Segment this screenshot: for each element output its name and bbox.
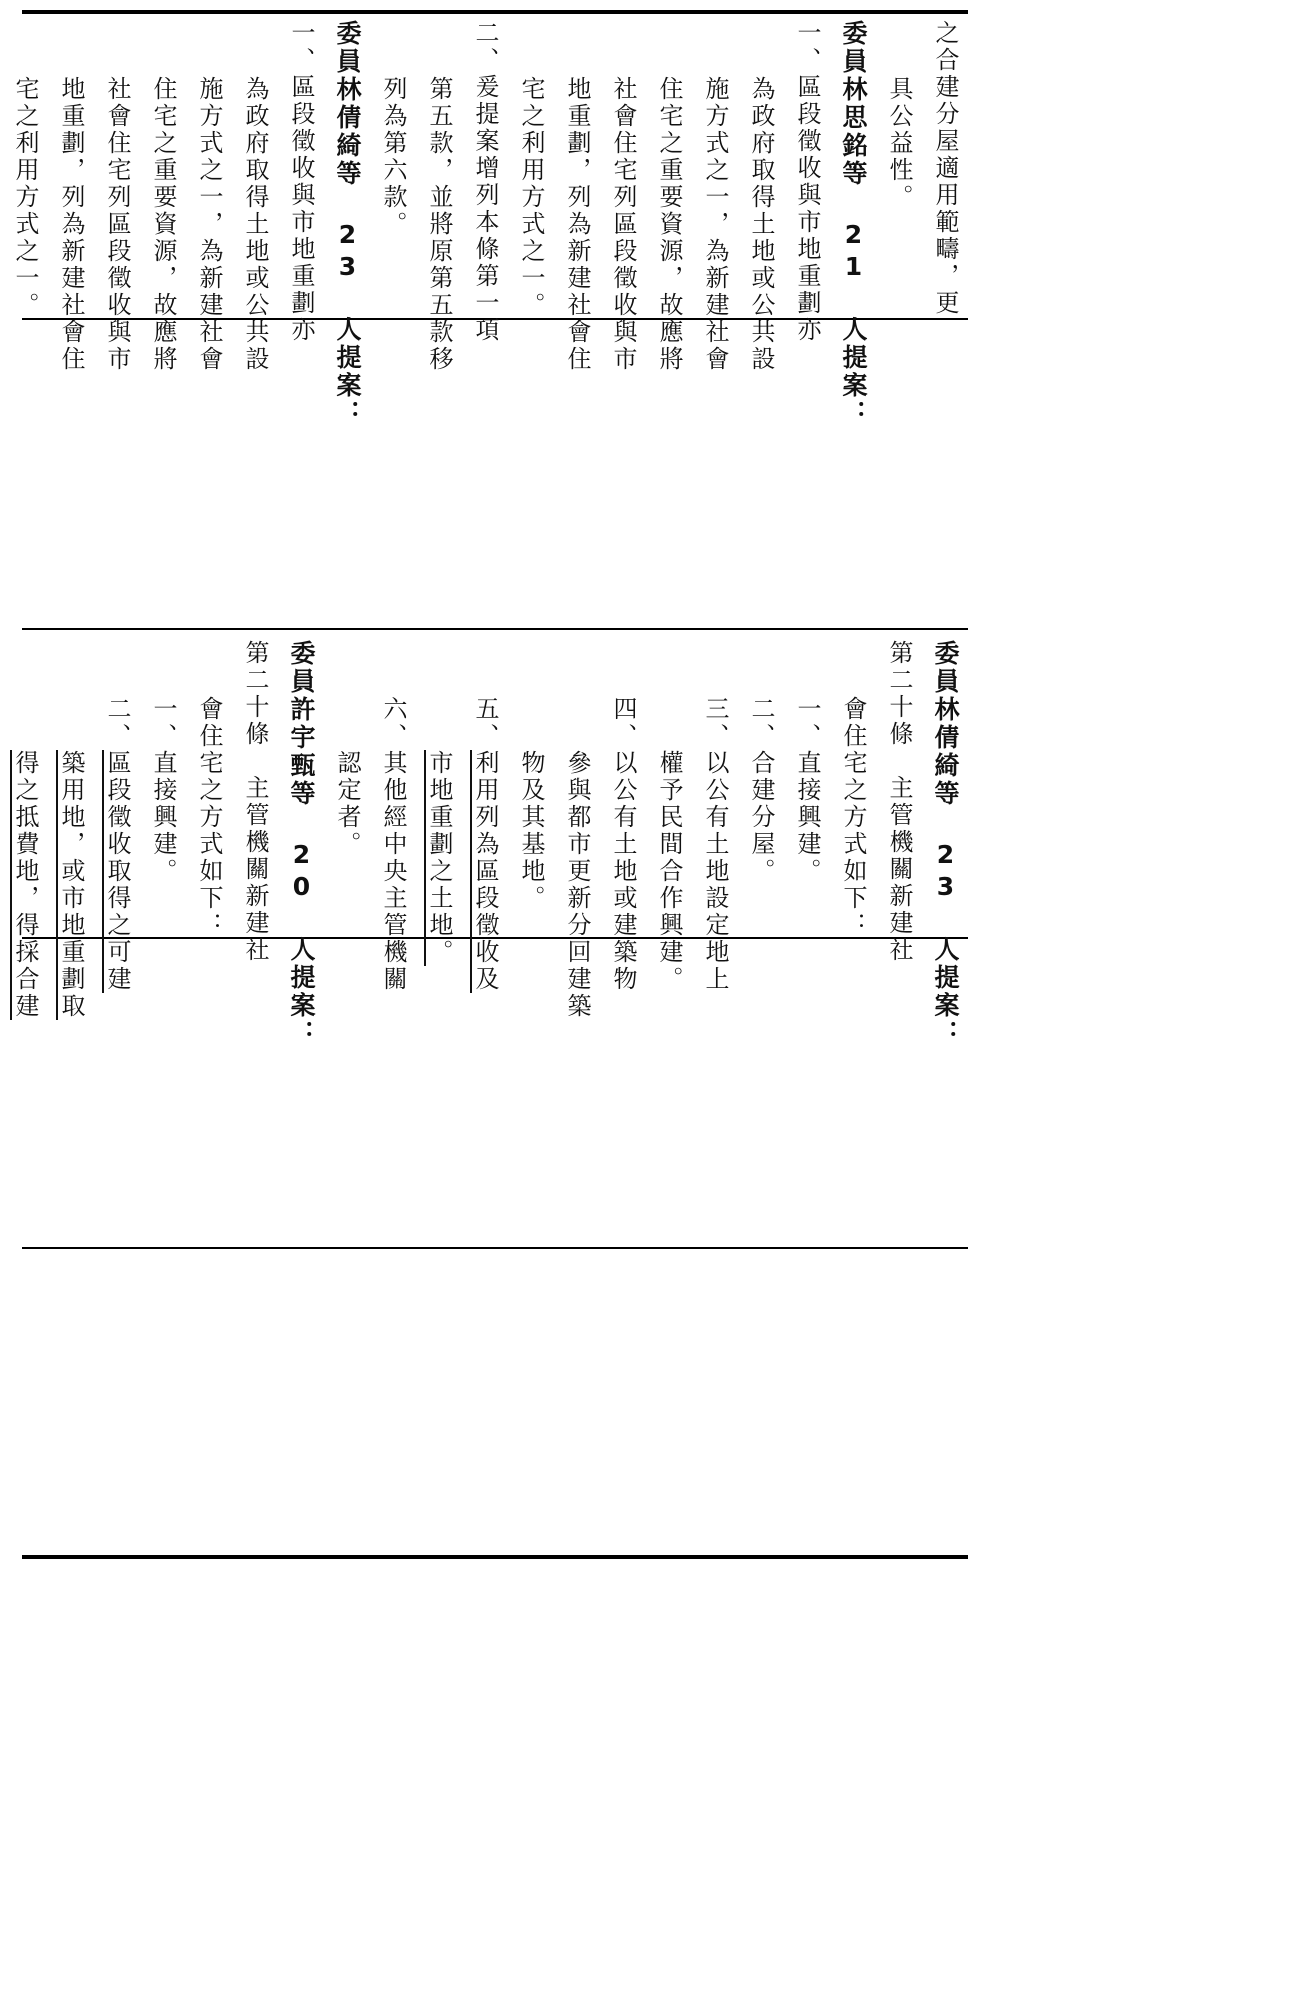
middle-line-text: 會住宅之方式如下： — [195, 696, 223, 939]
top-line — [94, 20, 140, 373]
middle-line-text: 認定者。 — [333, 750, 361, 858]
top-line-text: 第五款，並將原第五款移 — [425, 76, 453, 373]
middle-line-text: 一、直接興建。 — [149, 696, 177, 885]
middle-line-text: 一、直接興建。 — [793, 696, 821, 885]
top-line — [876, 20, 922, 312]
middle-line-text: 市地重劃之土地。 — [425, 750, 453, 966]
top-line — [416, 20, 462, 373]
middle-line-text: 物及其基地。 — [517, 750, 545, 912]
top-line — [646, 20, 692, 373]
top-text-panel — [11, 20, 968, 428]
top-line-text: 列為第六款。 — [379, 76, 407, 238]
top-line-text: 地重劃，列為新建社會住 — [57, 76, 85, 373]
top-line — [324, 20, 370, 428]
top-line — [140, 20, 186, 373]
top-line-text: 住宅之重要資源，故應將 — [655, 76, 683, 373]
top-line — [232, 20, 278, 373]
middle-line — [2, 640, 48, 1020]
top-line — [462, 20, 508, 344]
top-line-text: 為政府取得土地或公共設 — [241, 76, 269, 373]
middle-line — [600, 640, 646, 993]
middle-line — [140, 640, 186, 932]
middle-line — [370, 640, 416, 993]
middle-line — [692, 640, 738, 993]
middle-line — [94, 640, 140, 993]
middle-line — [876, 640, 922, 964]
middle-line — [784, 640, 830, 932]
middle-proposal-heading: 委員許宇甄等 20 人提案： — [287, 640, 316, 1048]
middle-line-text: 利用列為區段徵收及 — [471, 750, 499, 993]
row-rule-2 — [22, 628, 968, 630]
middle-line — [48, 640, 94, 1020]
top-line — [600, 20, 646, 373]
middle-line-text: 六、其他經中央主管機關 — [379, 696, 407, 993]
middle-line — [186, 640, 232, 939]
top-line-text: 一、區段徵收與市地重劃亦 — [287, 20, 315, 344]
top-line — [692, 20, 738, 373]
middle-line-text: 第二十條 主管機關新建社 — [885, 640, 913, 964]
middle-line-text: 築用地，或市地重劃取 — [57, 750, 85, 1020]
top-line — [922, 20, 968, 317]
top-line-text: 之合建分屋適用範疇，更 — [931, 20, 959, 317]
top-line-text: 一、區段徵收與市地重劃亦 — [793, 20, 821, 344]
middle-line — [462, 640, 508, 993]
middle-line-text: 二、合建分屋。 — [747, 696, 775, 885]
top-line — [2, 20, 48, 319]
top-line — [0, 20, 2, 312]
middle-line — [830, 640, 876, 939]
top-line — [186, 20, 232, 373]
top-line — [370, 20, 416, 312]
top-proposal-heading: 委員林思銘等 21 人提案： — [839, 20, 868, 428]
top-line-text: 為政府取得土地或公共設 — [747, 76, 775, 373]
middle-text-panel — [11, 640, 968, 1048]
middle-line-text: 三、以公有土地設定地上 — [701, 696, 729, 993]
middle-line-text: 權予民間合作興建。 — [655, 750, 683, 993]
middle-line — [416, 640, 462, 966]
top-line — [48, 20, 94, 373]
top-proposal-heading: 委員林倩綺等 23 人提案： — [333, 20, 362, 428]
middle-line-text: 參與都市更新分回建築 — [563, 750, 591, 1020]
middle-line-prefix: 五、 — [471, 696, 499, 750]
top-line — [784, 20, 830, 344]
middle-line-text: 四、以公有土地或建築物 — [609, 696, 637, 993]
top-line-text: 社會住宅列區段徵收與市 — [103, 76, 131, 373]
top-line — [830, 20, 876, 428]
top-line — [554, 20, 600, 373]
top-line-text: 宅之利用方式之一。 — [11, 76, 39, 319]
top-line-text: 具公益性。 — [885, 76, 913, 211]
row-rule-4 — [22, 1247, 968, 1249]
top-line-text: 地重劃，列為新建社會住 — [563, 76, 591, 373]
middle-line-text: 會住宅之方式如下： — [839, 696, 867, 939]
middle-line — [508, 640, 554, 932]
top-line — [508, 20, 554, 319]
middle-line — [646, 640, 692, 993]
middle-line-prefix: 二、 — [103, 696, 131, 750]
top-line-text: 施方式之一，為新建社會 — [701, 76, 729, 373]
middle-line — [922, 640, 968, 1048]
middle-line-text: 得之抵費地，得採合建 — [11, 750, 39, 1020]
middle-line — [278, 640, 324, 1048]
middle-line-text: 第二十條 主管機關新建社 — [241, 640, 269, 964]
middle-line — [554, 640, 600, 1020]
middle-proposal-heading: 委員林倩綺等 23 人提案： — [931, 640, 960, 1048]
middle-line-text: 區段徵收取得之可建 — [103, 750, 131, 993]
top-line-text: 宅之利用方式之一。 — [517, 76, 545, 319]
bottom-border-rule — [22, 1555, 968, 1559]
middle-line — [232, 640, 278, 964]
middle-line — [0, 640, 2, 932]
top-line-text: 住宅之重要資源，故應將 — [149, 76, 177, 373]
middle-line — [324, 640, 370, 932]
top-border-rule — [22, 10, 968, 14]
middle-line — [738, 640, 784, 932]
top-line-text: 社會住宅列區段徵收與市 — [609, 76, 637, 373]
top-line-text: 施方式之一，為新建社會 — [195, 76, 223, 373]
top-line — [738, 20, 784, 373]
top-line — [278, 20, 324, 344]
top-line-text: 二、爰提案增列本條第一項 — [471, 20, 499, 344]
